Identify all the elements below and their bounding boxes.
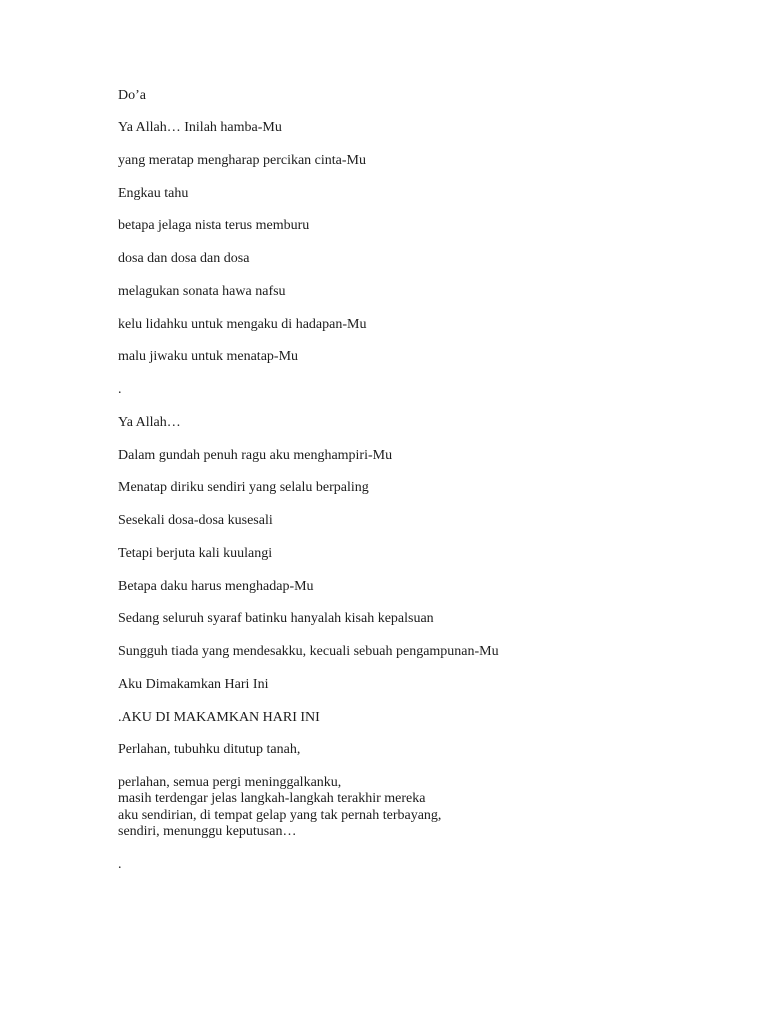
poem-line: betapa jelaga nista terus memburu (118, 218, 310, 233)
poem-line: kelu lidahku untuk mengaku di hadapan-Mu (118, 317, 367, 332)
poem-line: Menatap diriku sendiri yang selalu berpaling (118, 480, 369, 495)
poem-line: dosa dan dosa dan dosa (118, 251, 250, 266)
poem-line: Sedang seluruh syaraf batinku hanyalah kisah kepalsuan (118, 611, 434, 626)
stanza-separator: . (118, 382, 122, 397)
poem-line: Engkau tahu (118, 186, 189, 201)
poem-line: melagukan sonata hawa nafsu (118, 284, 286, 299)
poem-line: aku sendirian, di tempat gelap yang tak pernah terbayang, (118, 808, 442, 823)
poem-line: perlahan, semua pergi meninggalkanku, (118, 775, 342, 790)
poem-line: malu jiwaku untuk menatap-Mu (118, 349, 299, 364)
poem-heading: .AKU DI MAKAMKAN HARI INI (118, 710, 320, 725)
stanza-separator: . (118, 857, 122, 872)
poem-line: Dalam gundah penuh ragu aku menghampiri-Mu (118, 448, 393, 463)
poem-line: Ya Allah… (118, 415, 181, 430)
poem-line: Betapa daku harus menghadap-Mu (118, 579, 314, 594)
poem-line: Sungguh tiada yang mendesakku, kecuali sebuah pengampunan-Mu (118, 644, 499, 659)
poem-line: yang meratap mengharap percikan cinta-Mu (118, 153, 367, 168)
poem-line: masih terdengar jelas langkah-langkah terakhir mereka (118, 791, 426, 806)
poem-line: Tetapi berjuta kali kuulangi (118, 546, 273, 561)
poem-line: Perlahan, tubuhku ditutup tanah, (118, 742, 301, 757)
poem-line: Sesekali dosa-dosa kusesali (118, 513, 273, 528)
poem-line: sendiri, menunggu keputusan… (118, 824, 297, 839)
poem-line: Ya Allah… Inilah hamba-Mu (118, 120, 282, 135)
poem-title: Aku Dimakamkan Hari Ini (118, 677, 269, 692)
poem-title: Do’a (118, 88, 146, 103)
